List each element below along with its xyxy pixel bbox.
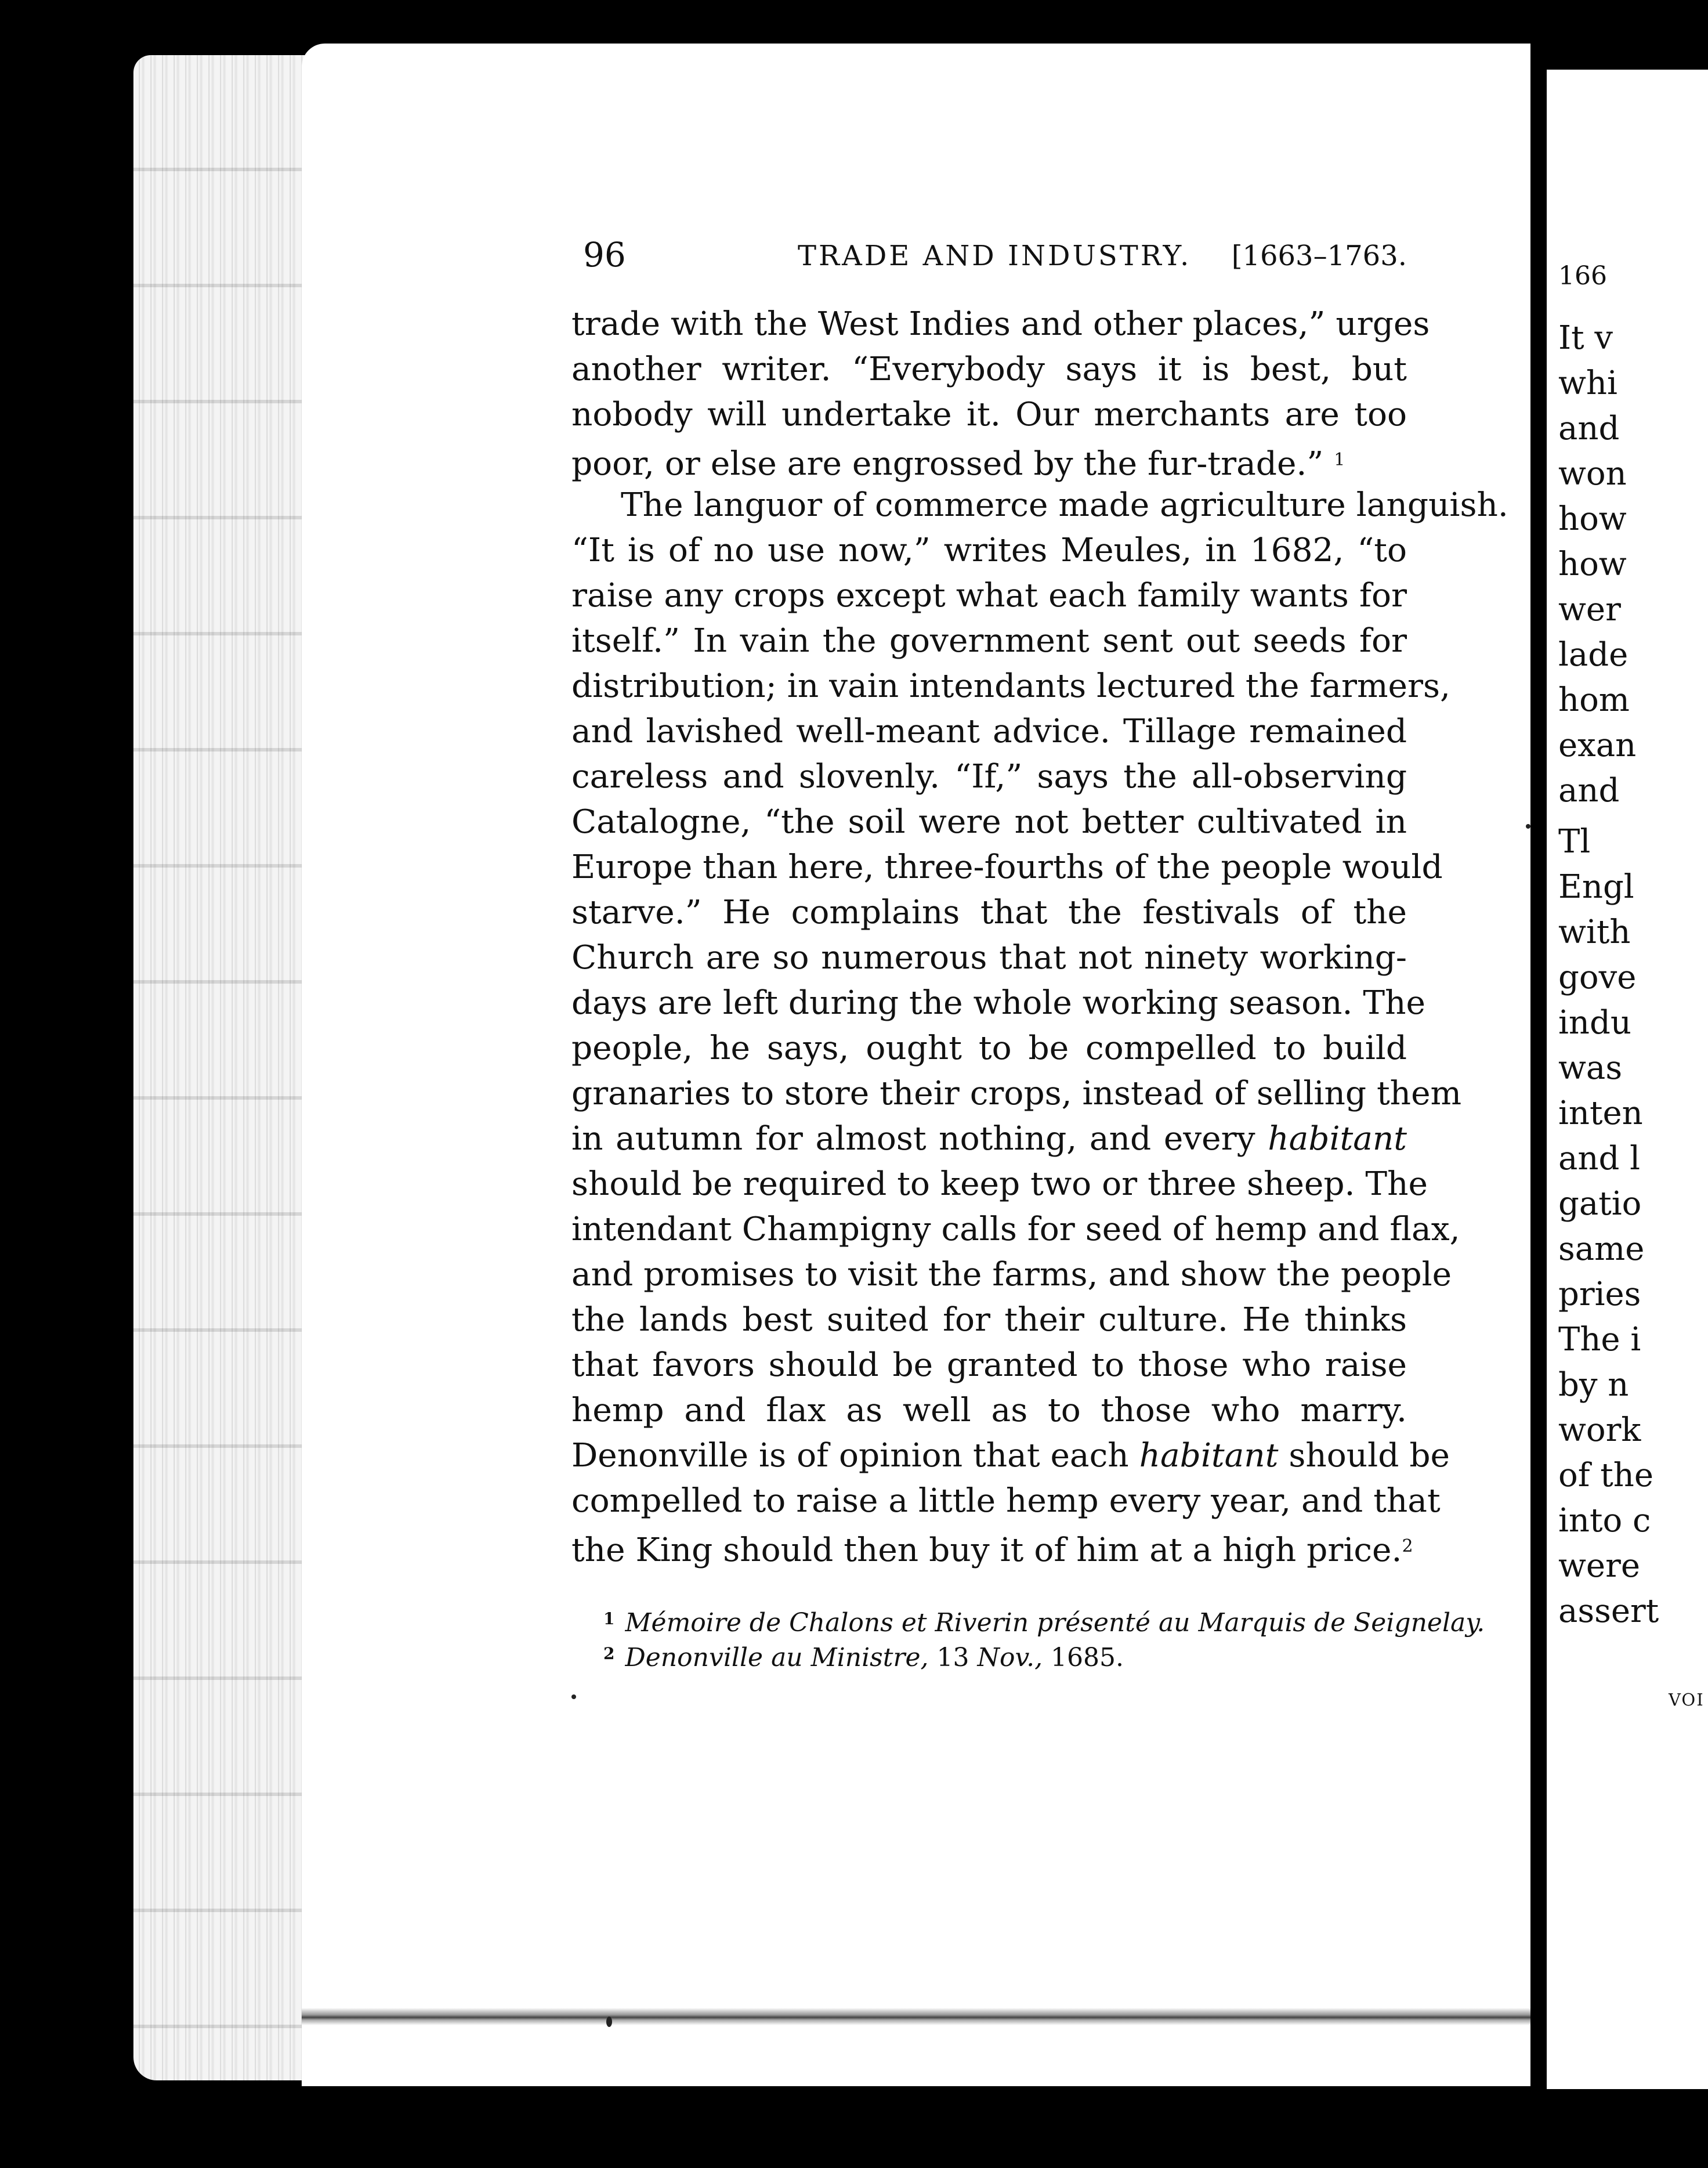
text-line: the lands best suited for their culture. He thinks (571, 1301, 1407, 1339)
text-line: should be required to keep two or three sheep. The (571, 1165, 1428, 1203)
scan-speck (571, 1694, 576, 1699)
right-page-line: It v (1558, 319, 1613, 357)
text-line: distribution; in vain intendants lectured the farmers, (571, 667, 1450, 705)
right-page-line: The i (1558, 1321, 1641, 1358)
right-page-line: Engl (1558, 868, 1634, 906)
right-page-line: into c (1558, 1502, 1651, 1540)
right-page-line: inten (1558, 1094, 1643, 1132)
footnotes (603, 1602, 1485, 1672)
right-page-line: hom (1558, 681, 1630, 719)
footnote-marker: 1 (1334, 450, 1345, 470)
text-line-content: the King should then buy it of him at a high price. (571, 1531, 1402, 1569)
right-page (1547, 70, 1708, 2089)
right-page-line: whi (1558, 364, 1617, 402)
footnote-number: 2 (603, 1644, 615, 1663)
right-page-line: pries (1558, 1275, 1641, 1313)
footnote-text: 1685. (1043, 1643, 1124, 1672)
right-page-line: indu (1558, 1004, 1631, 1042)
text-line: Catalogne, “the soil were not better cultivated in (571, 803, 1407, 841)
text-line: that favors should be granted to those who raise (571, 1346, 1407, 1384)
text-line: days are left during the whole working season. The (571, 984, 1425, 1022)
footnote (603, 1602, 1485, 1638)
text-line: starve.” He complains that the festivals of the (571, 894, 1407, 931)
right-page-footer: voi (1669, 1683, 1705, 1711)
text-line: compelled to raise a little hemp every year, and that (571, 1482, 1441, 1520)
right-page-header: 166 (1558, 261, 1607, 291)
text-line: trade with the West Indies and other places,” urges (571, 305, 1430, 343)
right-page-line: with (1558, 913, 1631, 951)
book-gutter (1530, 44, 1547, 2086)
text-line: hemp and flax as well as to those who marry. (571, 1392, 1407, 1429)
italic-word: habitant (1268, 1120, 1407, 1158)
right-page-line: wer (1558, 591, 1621, 628)
text-line: another writer. “Everybody says it is best, but (571, 351, 1407, 388)
text-line-content: poor, or else are engrossed by the fur-trade.” (571, 445, 1324, 483)
right-page-line: Tl (1558, 823, 1591, 861)
text-line: Europe than here, three-fourths of the people would (571, 848, 1443, 886)
footnote-text: Mémoire de Chalons et Riverin présenté au Marquis de Seignelay. (625, 1608, 1485, 1638)
text-line-content: should be (1289, 1437, 1450, 1475)
text-line: careless and slovenly. “If,” says the all-observing (571, 758, 1407, 796)
right-page-line: won (1558, 455, 1627, 493)
footnote-marker: 2 (1402, 1536, 1413, 1556)
footnote-text: 13 (928, 1643, 978, 1672)
right-page-line: was (1558, 1049, 1623, 1087)
book-page-edges (133, 55, 325, 2080)
text-line-content: Denonville is of opinion that each (571, 1437, 1129, 1475)
text-line: intendant Champigny calls for seed of hemp and flax, (571, 1211, 1460, 1248)
text-line: The languor of commerce made agriculture languish. (621, 486, 1508, 524)
right-page-line: by n (1558, 1366, 1629, 1404)
text-line: raise any crops except what each family wants for (571, 577, 1407, 615)
italic-word: habitant (1139, 1437, 1279, 1475)
right-page-line: how (1558, 500, 1627, 538)
right-page-line: assert (1558, 1592, 1659, 1630)
scan-speck (606, 2017, 612, 2027)
text-line (571, 1433, 1450, 1479)
right-page-line: work (1558, 1411, 1641, 1449)
date-range: [1663–1763. (1231, 240, 1407, 272)
body-text (571, 302, 1508, 1569)
footnote-text-italic: Nov., (977, 1643, 1043, 1672)
right-page-line: exan (1558, 727, 1637, 764)
text-line: and lavished well-meant advice. Tillage remained (571, 713, 1407, 750)
text-line: and promises to visit the farms, and show the people (571, 1256, 1452, 1293)
text-line-content: in autumn for almost nothing, and every (571, 1120, 1255, 1158)
page-number: 96 (583, 235, 626, 274)
text-line: people, he says, ought to be compelled to build (571, 1029, 1407, 1067)
right-page-line: gove (1558, 959, 1637, 996)
right-page-line: and (1558, 410, 1620, 447)
text-line: itself.” In vain the government sent out seeds for (571, 622, 1407, 660)
footnote-number: 1 (603, 1609, 615, 1628)
right-page-line: of the (1558, 1457, 1653, 1494)
page-header (583, 235, 1407, 281)
page-bottom-edge (302, 2008, 1537, 2025)
text-line: granaries to store their crops, instead of selling them (571, 1075, 1462, 1112)
right-page-line: were (1558, 1547, 1640, 1585)
right-page-line: how (1558, 545, 1627, 583)
right-page-line: and l (1558, 1140, 1641, 1177)
text-line: nobody will undertake it. Our merchants are too (571, 396, 1407, 433)
right-page-line: and (1558, 772, 1620, 810)
footnote-text-italic: Denonville au Ministre, (625, 1643, 929, 1672)
text-line (571, 1116, 1407, 1162)
text-line (571, 438, 1407, 483)
right-page-line: gatio (1558, 1185, 1642, 1223)
text-line (571, 1524, 1413, 1569)
running-title: TRADE AND INDUSTRY. (798, 240, 1192, 272)
right-page-line: same (1558, 1230, 1645, 1268)
scan-speck (1526, 824, 1530, 829)
footnote (603, 1636, 1416, 1671)
text-line: “It is of no use now,” writes Meules, in 1682, “to (571, 532, 1407, 569)
right-page-line: lade (1558, 636, 1629, 674)
text-line: Church are so numerous that not ninety working- (571, 939, 1407, 977)
